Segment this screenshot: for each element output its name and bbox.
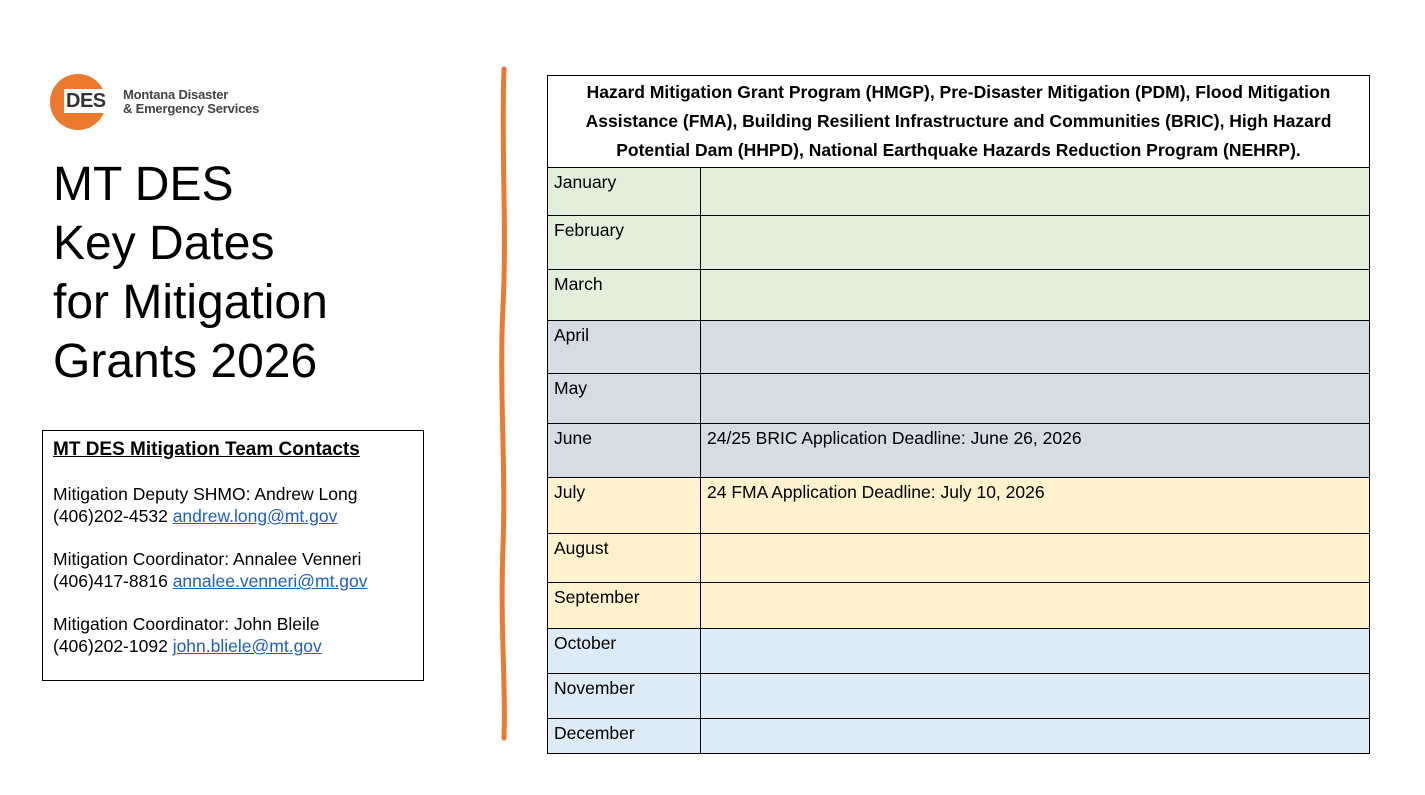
month-label: October [548, 629, 701, 674]
month-event [701, 719, 1370, 754]
calendar-header: Hazard Mitigation Grant Program (HMGP), Pre-Disaster Mitigation (PDM), Flood Mitigation Assistance (FMA), Building Resilient Infrastructure and Communities (BRIC), High Hazard Potential Dam (HHPD), National Earthquake Hazards Reduction Program (NEHRP). [548, 76, 1370, 168]
contact-john-bleile [53, 613, 413, 657]
month-label: February [548, 216, 701, 270]
contacts-box [42, 430, 424, 681]
month-event [701, 270, 1370, 321]
month-row-july [548, 478, 1370, 534]
month-row-august [548, 534, 1370, 583]
contact-email-link[interactable]: andrew.long@mt.gov [172, 506, 338, 526]
contact-email-link[interactable]: annalee.venneri@mt.gov [172, 571, 368, 591]
month-label: November [548, 674, 701, 719]
title-line2: Key Dates [53, 217, 275, 270]
contact-phone: (406)417-8816 [53, 571, 168, 591]
month-event [701, 629, 1370, 674]
month-event [701, 374, 1370, 424]
month-label: September [548, 583, 701, 629]
month-row-january [548, 168, 1370, 216]
contact-annalee-venneri [53, 548, 413, 592]
month-row-september [548, 583, 1370, 629]
logo-line1: Montana Disaster [123, 87, 229, 102]
month-label: May [548, 374, 701, 424]
contacts-heading: MT DES Mitigation Team Contacts [53, 439, 360, 460]
page-title [53, 155, 473, 391]
month-row-november [548, 674, 1370, 719]
title-line3: for Mitigation [53, 276, 328, 329]
month-label: June [548, 424, 701, 478]
grant-calendar-table [547, 75, 1370, 754]
month-event [701, 583, 1370, 629]
month-label: August [548, 534, 701, 583]
logo-abbr: DES [66, 90, 106, 112]
contact-phone: (406)202-4532 [53, 506, 168, 526]
month-event [701, 168, 1370, 216]
month-event [701, 534, 1370, 583]
contact-phone: (406)202-1092 [53, 636, 168, 656]
contact-role: Mitigation Coordinator: Annalee Venneri [53, 549, 362, 569]
month-event [701, 674, 1370, 719]
contact-role: Mitigation Deputy SHMO: Andrew Long [53, 484, 358, 504]
orange-divider [494, 66, 514, 742]
des-logo [50, 74, 260, 132]
month-label: April [548, 321, 701, 374]
month-event: 24 FMA Application Deadline: July 10, 2026 [701, 478, 1370, 534]
contact-role: Mitigation Coordinator: John Bleile [53, 614, 320, 634]
month-row-december [548, 719, 1370, 754]
month-row-june [548, 424, 1370, 478]
month-event [701, 321, 1370, 374]
title-line1: MT DES [53, 158, 234, 211]
month-row-march [548, 270, 1370, 321]
month-label: July [548, 478, 701, 534]
month-row-october [548, 629, 1370, 674]
contact-email-link[interactable]: john.bliele@mt.gov [172, 636, 322, 656]
month-event [701, 216, 1370, 270]
month-row-may [548, 374, 1370, 424]
title-line4: Grants 2026 [53, 335, 318, 388]
month-event: 24/25 BRIC Application Deadline: June 26, 2026 [701, 424, 1370, 478]
logo-text [123, 88, 259, 116]
month-label: March [548, 270, 701, 321]
contact-andrew-long [53, 483, 413, 527]
month-label: December [548, 719, 701, 754]
logo-line2: & Emergency Services [123, 101, 260, 116]
month-label: January [548, 168, 701, 216]
month-row-february [548, 216, 1370, 270]
month-row-april [548, 321, 1370, 374]
